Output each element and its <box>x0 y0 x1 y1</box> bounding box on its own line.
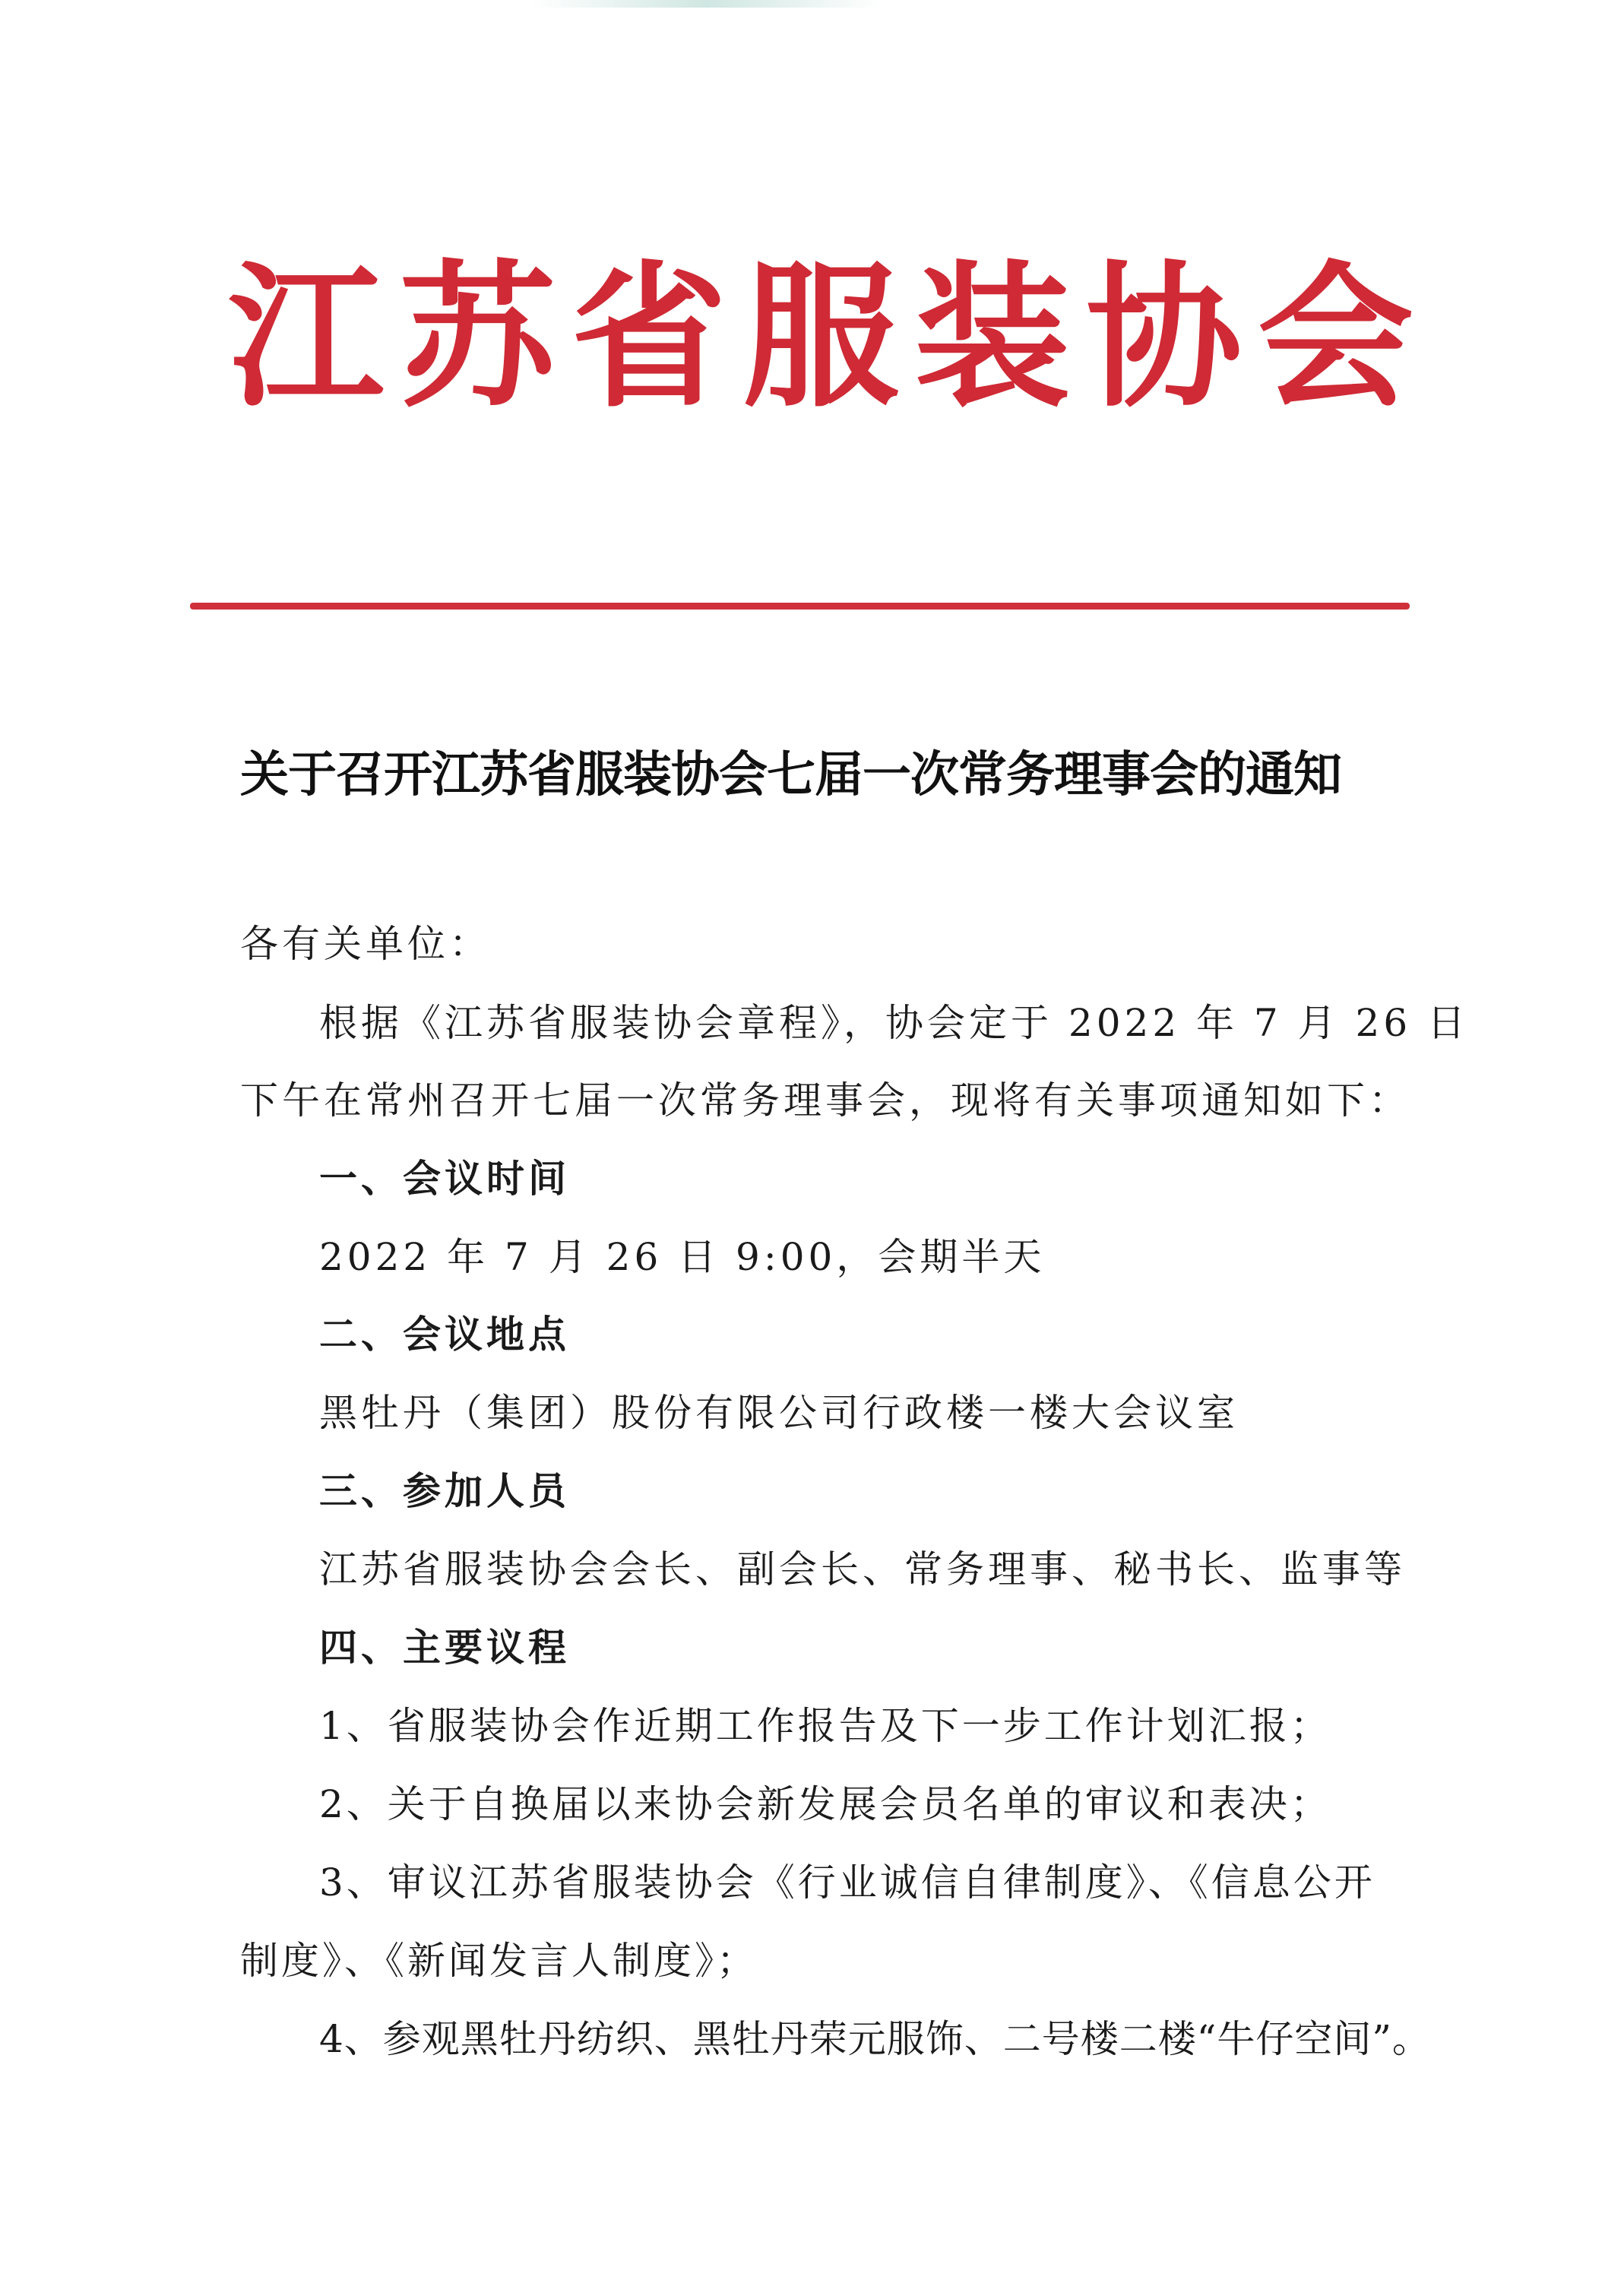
document-title: 关于召开江苏省服装协会七届一次常务理事会的通知 <box>240 746 1341 803</box>
letterhead-char: 会 <box>1257 248 1413 429</box>
agenda-item-1: 1、省服装协会作近期工作报告及下一步工作计划汇报； <box>319 1704 1331 1748</box>
agenda-item-3-continued: 制度》、《新闻发言人制度》； <box>240 1939 758 1983</box>
section-content-time: 2022 年 7 月 26 日 9:00，会期半天 <box>319 1235 1046 1279</box>
letterhead-char: 服 <box>742 248 899 429</box>
letterhead-char: 省 <box>571 248 727 429</box>
intro-line-1: 根据《江苏省服装协会章程》，协会定于 2022 年 7 月 26 日 <box>319 1001 1470 1045</box>
intro-line-2: 下午在常州召开七届一次常务理事会，现将有关事项通知如下： <box>240 1078 1410 1123</box>
section-heading-place: 二、会议地点 <box>319 1312 570 1357</box>
agenda-item-3: 3、审议江苏省服装协会《行业诚信自律制度》、《信息公开 <box>319 1860 1375 1905</box>
letterhead-char: 苏 <box>399 248 556 429</box>
letterhead-char: 装 <box>914 248 1071 429</box>
letterhead-org-name <box>228 243 1413 433</box>
letterhead-char: 江 <box>228 248 384 429</box>
scan-edge-tint <box>532 0 882 8</box>
salutation: 各有关单位： <box>240 922 491 966</box>
section-content-attendees: 江苏省服装协会会长、副会长、常务理事、秘书长、监事等 <box>319 1547 1406 1591</box>
letterhead-divider <box>190 603 1410 610</box>
letterhead-char: 协 <box>1086 248 1243 429</box>
section-heading-agenda: 四、主要议程 <box>319 1625 570 1670</box>
section-heading-attendees: 三、参加人员 <box>319 1468 570 1513</box>
agenda-item-2: 2、关于自换届以来协会新发展会员名单的审议和表决； <box>319 1782 1331 1826</box>
section-heading-time: 一、会议时间 <box>319 1156 570 1201</box>
agenda-item-4: 4、参观黑牡丹纺织、黑牡丹荣元服饰、二号楼二楼“牛仔空间”。 <box>319 2017 1431 2061</box>
section-content-place: 黑牡丹（集团）股份有限公司行政楼一楼大会议室 <box>319 1391 1239 1435</box>
